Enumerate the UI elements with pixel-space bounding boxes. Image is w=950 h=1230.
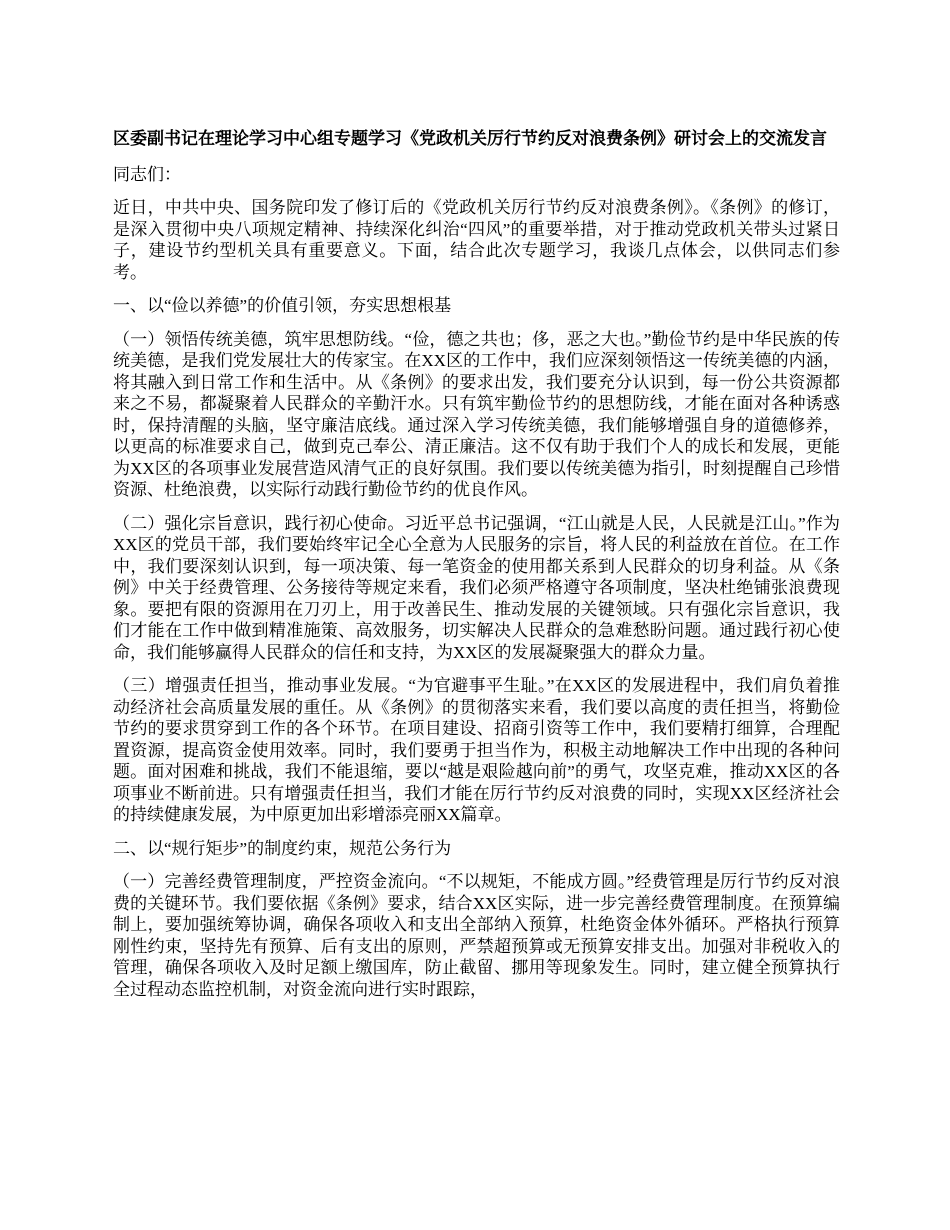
document-body	[113, 128, 840, 1000]
paragraph: （三）增强责任担当，推动事业发展。“为官避事平生耻。”在XX区的发展进程中，我们肩负着推动经济社会高质量发展的重任。从《条例》的贯彻落实来看，我们要以高度的责任担当，将勤俭节约的要求贯穿到工作的各个环节。在项目建设、招商引资等工作中，我们要精打细算，合理配置资源，提高资金使用效率。同时，我们要勇于担当作为，积极主动地解决工作中出现的各种问题。面对困难和挑战，我们不能退缩，要以“越是艰险越向前”的勇气，攻坚克难，推动XX区的各项事业不断前进。只有增强责任担当，我们才能在厉行节约反对浪费的同时，实现XX区经济社会的持续健康发展，为中原更加出彩增添亮丽XX篇章。	[113, 676, 840, 824]
section-heading: 一、以“俭以养德”的价值引领，夯实思想根基	[113, 296, 452, 315]
paragraph: （二）强化宗旨意识，践行初心使命。习近平总书记强调，“江山就是人民，人民就是江山。”作为XX区的党员干部，我们要始终牢记全心全意为人民服务的宗旨，将人民的利益放在首位。在工作中，我们要深刻认识到，每一项决策、每一笔资金的使用都关系到人民群众的切身利益。从《条例》中关于经费管理、公务接待等规定来看，我们必须严格遵守各项制度，坚决杜绝铺张浪费现象。要把有限的资源用在刀刃上，用于改善民生、推动发展的关键领域。只有强化宗旨意识，我们才能在工作中做到精准施策、高效服务，切实解决人民群众的急难愁盼问题。通过践行初心使命，我们能够赢得人民群众的信任和支持，为XX区的发展凝聚强大的群众力量。	[113, 513, 840, 662]
section-heading: 二、以“规行矩步”的制度约束，规范公务行为	[113, 838, 452, 858]
paragraph: （一）领悟传统美德，筑牢思想防线。“俭，德之共也；侈，恶之大也。”勤俭节约是中华民族的传统美德，是我们党发展壮大的传家宝。在XX区的工作中，我们应深刻领悟这一传统美德的内涵，将其融入到日常工作和生活中。从《条例》的要求出发，我们要充分认识到，每一份公共资源都来之不易，都凝聚着人民群众的辛勤汗水。只有筑牢勤俭节约的思想防线，才能在面对各种诱惑时，保持清醒的头脑，坚守廉洁底线。通过深入学习传统美德，我们能够增强自身的道德修养，以更高的标准要求自己，做到克己奉公、清正廉洁。这不仅有助于我们个人的成长和发展，更能为XX区的各项事业发展营造风清气正的良好氛围。我们要以传统美德为指引，时刻提醒自己珍惜资源、杜绝浪费，以实际行动践行勤俭节约的优良作风。	[113, 329, 840, 499]
paragraph: 近日，中共中央、国务院印发了修订后的《党政机关厉行节约反对浪费条例》。《条例》的修订，是深入贯彻中央八项规定精神、持续深化纠治“四风”的重要举措，对于推动党政机关带头过紧日子，建设节约型机关具有重要意义。下面，结合此次专题学习，我谈几点体会，以供同志们参考。	[113, 198, 840, 282]
salutation: 同志们：	[113, 164, 181, 184]
paragraph: （一）完善经费管理制度，严控资金流向。“不以规矩，不能成方圆。”经费管理是厉行节约反对浪费的关键环节。我们要依据《条例》要求，结合XX区实际，进一步完善经费管理制度。在预算编制上，要加强统筹协调，确保各项收入和支出全部纳入预算，杜绝资金体外循环。严格执行预算刚性约束，坚持先有预算、后有支出的原则，严禁超预算或无预算安排支出。加强对非税收入的管理，确保各项收入及时足额上缴国库，防止截留、挪用等现象发生。同时，建立健全预算执行全过程动态监控机制，对资金流向进行实时跟踪，	[113, 872, 840, 999]
document-title: 区委副书记在理论学习中心组专题学习《党政机关厉行节约反对浪费条例》研讨会上的交流发言	[113, 129, 827, 148]
